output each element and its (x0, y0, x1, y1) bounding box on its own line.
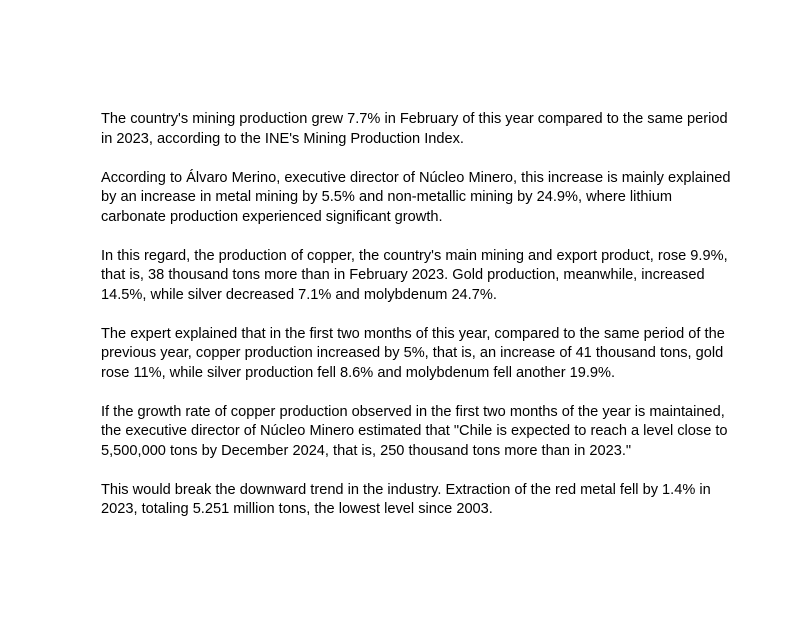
paragraph-copper-production: In this regard, the production of copper, the country's main mining and export product, rose 9.9%, that is, 38 thousand tons more than in February 2023. Gold production, meanwhile, increased 14.5%, while silver decreased 7.1% and molybdenum 24.7%. (101, 247, 728, 303)
paragraph-downward-trend: This would break the downward trend in the industry. Extraction of the red metal fell by 1.4% in 2023, totaling 5.251 million tons, the lowest level since 2003. (101, 481, 711, 517)
document-body (101, 110, 741, 520)
paragraph-merino-explanation: According to Álvaro Merino, executive director of Núcleo Minero, this increase is mainly explained by an increase in metal mining by 5.5% and non-metallic mining by 24.9%, where lithium carbonate production experienced significant growth. (101, 169, 731, 225)
paragraph-mining-growth: The country's mining production grew 7.7% in February of this year compared to the same period in 2023, according to the INE's Mining Production Index. (101, 111, 728, 147)
paragraph-first-two-months: The expert explained that in the first two months of this year, compared to the same period of the previous year, copper production increased by 5%, that is, an increase of 41 thousand tons, gold rose 11%, while silver production fell 8.6% and molybdenum fell another 19.9%. (101, 325, 725, 381)
paragraph-growth-estimate: If the growth rate of copper production observed in the first two months of the year is maintained, the executive director of Núcleo Minero estimated that "Chile is expected to reach a level close to 5,500,000 tons by December 2024, that is, 250 thousand tons more than in 2023." (101, 403, 728, 459)
